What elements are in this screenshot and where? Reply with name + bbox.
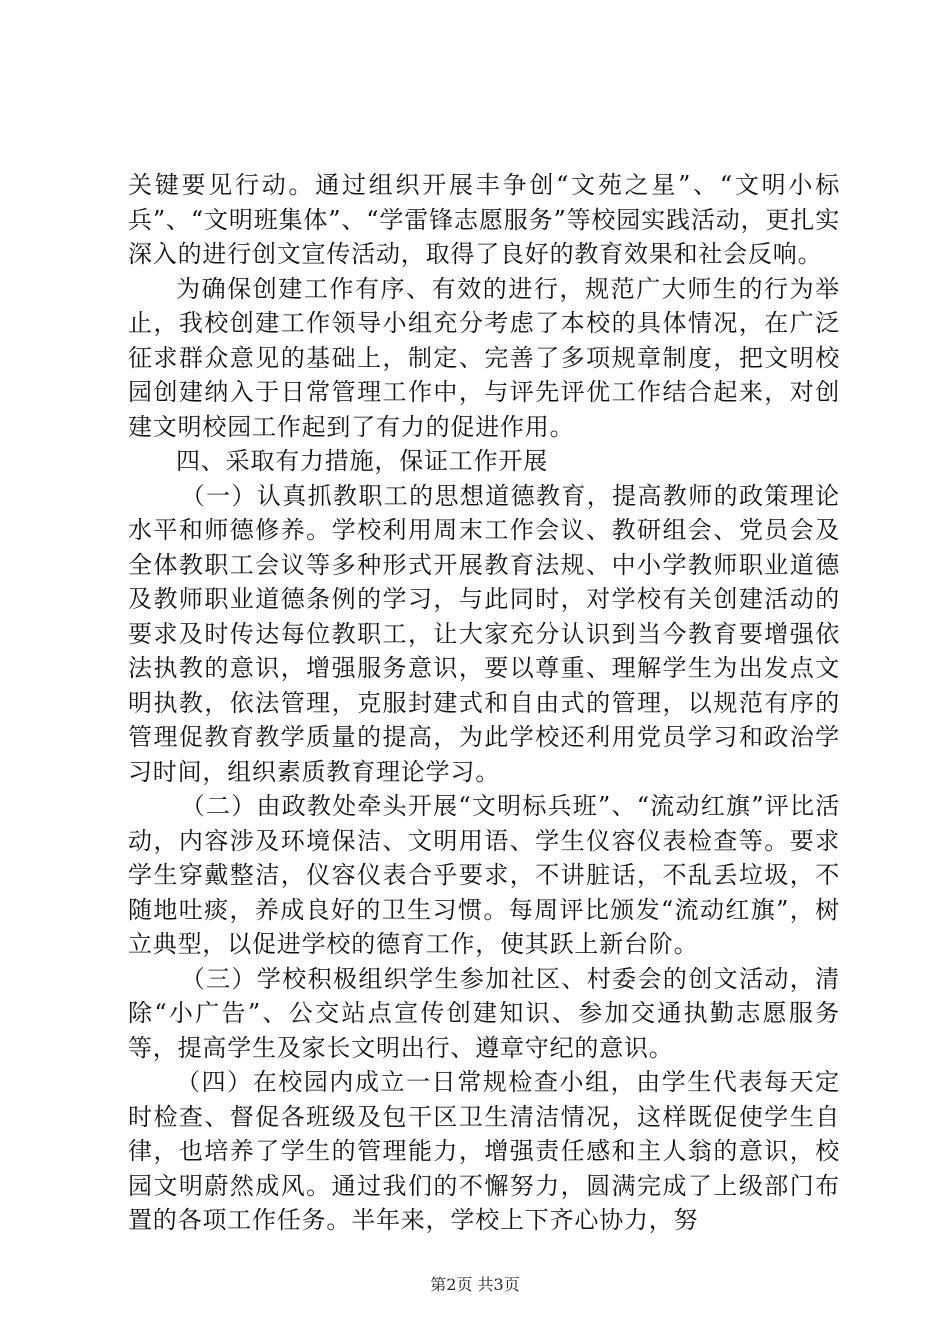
section-heading-4: 四、采取有力措施，保证工作开展	[176, 447, 548, 475]
document-body	[128, 168, 840, 1238]
page-number-footer: 第2页 共3页	[430, 1275, 520, 1294]
paragraph-1: 关键要见行动。通过组织开展丰争创“文苑之星”、“文明小标兵”、“文明班集体”、“学雷锋志愿服务”等校园实践活动，更扎实深入的进行创文宣传活动，取得了良好的教育效果和社会反响。	[128, 171, 840, 268]
paragraph-item-3: （三）学校积极组织学生参加社区、村委会的创文活动，清除“小广告”、公交站点宣传创建知识、参加交通执勤志愿服务等，提高学生及家长文明出行、遵章守纪的意识。	[128, 964, 840, 1062]
paragraph-2: 为确保创建工作有序、有效的进行，规范广大师生的行为举止，我校创建工作领导小组充分考虑了本校的具体情况，在广泛征求群众意见的基础上，制定、完善了多项规章制度，把文明校园创建纳入于日常管理工作中，与评先评优工作结合起来，对创建文明校园工作起到了有力的促进作用。	[128, 274, 840, 441]
paragraph-item-2: （二）由政教处牵头开展“文明标兵班”、“流动红旗”评比活动，内容涉及环境保洁、文明用语、学生仪容仪表检查等。要求学生穿戴整洁，仪容仪表合乎要求，不讲脏话，不乱丢垃圾，不随地吐痰，养成良好的卫生习惯。每周评比颁发“流动红旗”，树立典型，以促进学校的德育工作，使其跃上新台阶。	[128, 792, 840, 958]
paragraph-item-1: （一）认真抓教职工的思想道德教育，提高教师的政策理论水平和师德修养。学校利用周末工作会议、教研组会、党员会及全体教职工会议等多种形式开展教育法规、中小学教师职业道德及教师职业道德条例的学习，与此同时，对学校有关创建活动的要求及时传达每位教职工，让大家充分认识到当今教育要增强依法执教的意识，增强服务意识，要以尊重、理解学生为出发点文明执教，依法管理，克服封建式和自由式的管理，以规范有序的管理促教育教学质量的提高，为此学校还利用党员学习和政治学习时间，组织素质教育理论学习。	[128, 481, 840, 786]
paragraph-item-4: （四）在校园内成立一日常规检查小组，由学生代表每天定时检查、督促各班级及包干区卫生清洁情况，这样既促使学生自律，也培养了学生的管理能力，增强责任感和主人翁的意识，校园文明蔚然成风。通过我们的不懈努力，圆满完成了上级部门布置的各项工作任务。半年来，学校上下齐心协力，努	[128, 1068, 840, 1234]
